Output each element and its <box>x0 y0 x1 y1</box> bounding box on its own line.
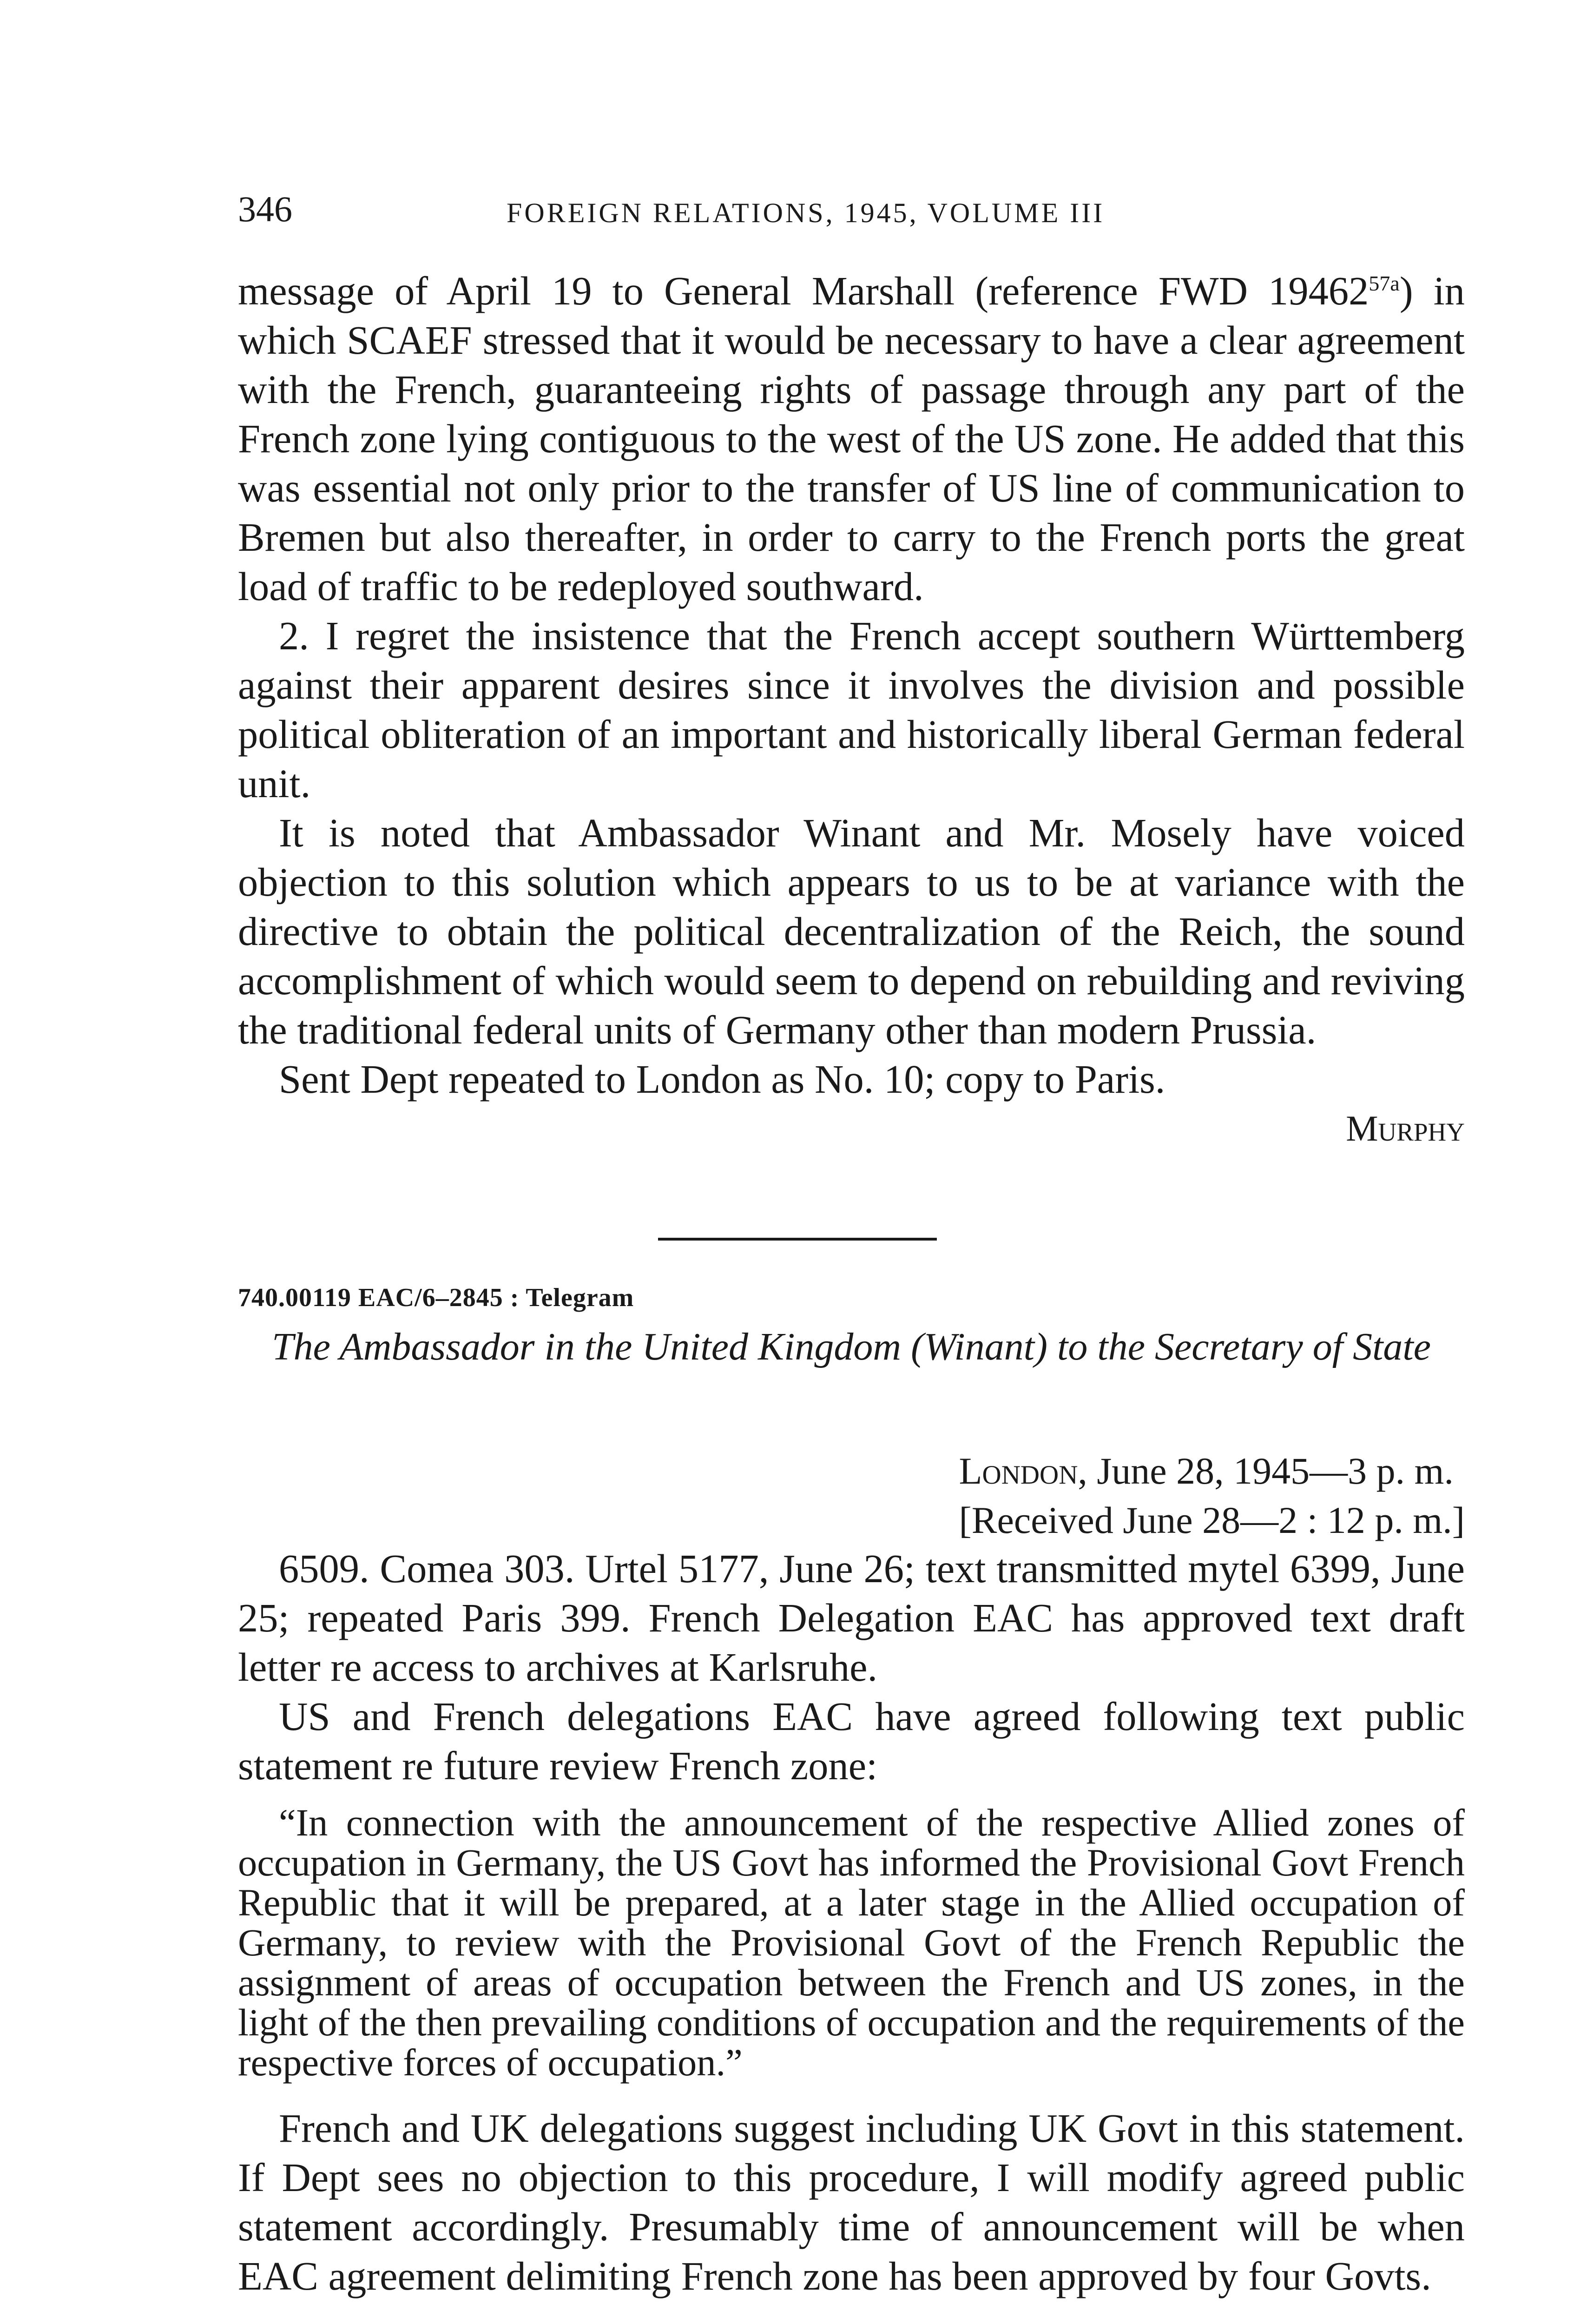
paragraph-3: It is noted that Ambassador Winant and Mr. Mosely have voiced objection to this solution which appears to us to be at variance with the directive to obtain the political decentralization of the Reich, the sound accomplishment of which would seem to depend on rebuilding and reviving the traditional federal units of Germany other than modern Prussia. <box>238 811 1465 1052</box>
dateline-date: , June 28, 1945—3 p. m. <box>1078 1450 1454 1492</box>
paragraph-1-text-b: ) in which SCAEF stressed that it would be necessary to have a clear agreement with the French, guaranteeing rights of passage through any part of the French zone lying contiguous to the west of the US zone. He added that this was essential not only prior to the transfer of US line of communication to Bremen but also thereafter, in order to carry to the French ports the great load of traffic to be redeployed southward. <box>238 269 1465 609</box>
telegram-paragraph-1: 6509. Comea 303. Urtel 5177, June 26; text transmitted mytel 6399, June 25; repeated Paris 399. French Delegation EAC has approved text draft letter re access to archives at Karlsruhe. <box>238 1546 1465 1690</box>
section-murphy-continuation <box>238 266 1465 1153</box>
document-heading: The Ambassador in the United Kingdom (Winant) to the Secretary of State <box>271 1325 1431 1368</box>
dateline <box>959 1446 1465 1545</box>
paragraph-2: 2. I regret the insistence that the French accept southern Württemberg against their apparent desires since it involves the division and possible political obliteration of an important and historically liberal German federal unit. <box>238 614 1465 806</box>
quoted-statement <box>238 1802 1465 2082</box>
paragraph-1-text-a: message of April 19 to General Marshall (reference FWD 19462 <box>238 269 1369 313</box>
received-line: [Received June 28—2 : 12 p. m.] <box>959 1499 1465 1541</box>
telegram-paragraph-3: French and UK delegations suggest including UK Govt in this statement. If Dept sees no objection to this procedure, I will modify agreed public statement accordingly. Presumably time of announcement will be when EAC agreement delimiting French zone has been approved by four Govts. <box>238 2106 1465 2298</box>
signature-murphy: Murphy <box>1346 1108 1465 1149</box>
telegram-closing <box>238 2104 1465 2301</box>
footnote-reference: 57a <box>1369 271 1400 296</box>
section-divider <box>658 1238 937 1241</box>
paragraph-1 <box>238 266 1465 611</box>
file-reference: 740.00119 EAC/6–2845 : Telegram <box>238 1283 634 1312</box>
telegram-paragraph-2: US and French delegations EAC have agreed following text public statement re future review French zone: <box>238 1694 1465 1788</box>
dateline-place-date <box>959 1446 1465 1496</box>
paragraph-4: Sent Dept repeated to London as No. 10; copy to Paris. <box>279 1057 1165 1102</box>
telegram-body <box>238 1544 1465 1790</box>
running-head <box>238 186 1465 232</box>
page-number: 346 <box>238 189 292 229</box>
dateline-place: London <box>959 1450 1078 1492</box>
running-head-title: FOREIGN RELATIONS, 1945, VOLUME III <box>507 198 1105 228</box>
quoted-statement-text: “In connection with the announcement of the respective Allied zones of occupation in Germany, the US Govt has informed the Provisional Govt French Republic that it will be prepared, at a later stage in the Allied occupation of Germany, to review with the Provisional Govt of the French Republic the assignment of areas of occupation between the French and US zones, in the light of the then prevailing conditions of occupation and the requirements of the respective forces of occupation.” <box>238 1801 1465 2084</box>
